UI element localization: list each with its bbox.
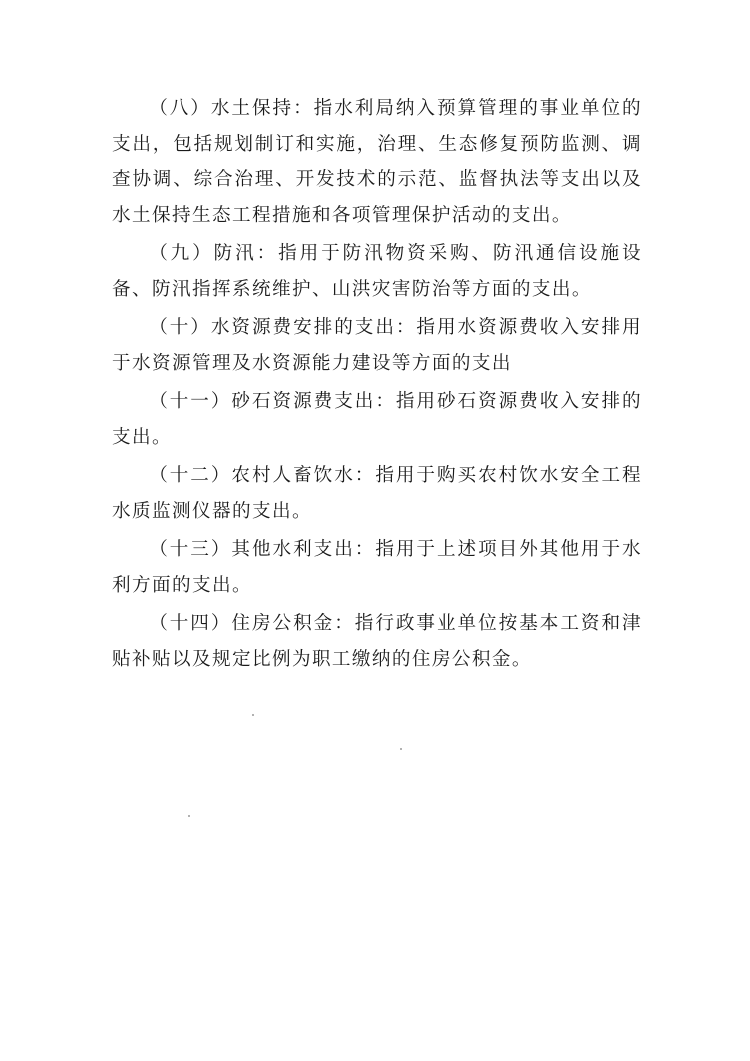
scan-speck <box>400 748 402 750</box>
paragraph-gravel-resource-fee: （十一）砂石资源费支出：指用砂石资源费收入安排的支出。 <box>112 391 642 448</box>
scan-speck <box>252 714 254 716</box>
paragraph-water-resource-fee: （十）水资源费安排的支出：指用水资源费收入安排用于水资源管理及水资源能力建设等方面的支出 <box>112 317 642 374</box>
paragraph-rural-drinking-water: （十二）农村人畜饮水：指用于购买农村饮水安全工程水质监测仪器的支出。 <box>112 465 642 522</box>
paragraph-soil-conservation: （八）水土保持：指水利局纳入预算管理的事业单位的支出，包括规划制订和实施，治理、生态修复预防监测、调查协调、综合治理、开发技术的示范、监督执法等支出以及水土保持生态工程措施和各项管理保护活动的支出。 <box>112 98 642 226</box>
scan-speck <box>188 815 190 817</box>
paragraph-housing-fund: （十四）住房公积金：指行政事业单位按基本工资和津贴补贴以及规定比例为职工缴纳的住房公积金。 <box>112 613 642 670</box>
paragraph-flood-control: （九）防汛：指用于防汛物资采购、防汛通信设施设备、防汛指挥系统维护、山洪灾害防治等方面的支出。 <box>112 243 642 300</box>
paragraph-other-water-expenses: （十三）其他水利支出：指用于上述项目外其他用于水利方面的支出。 <box>112 539 642 596</box>
document-body <box>112 91 642 680</box>
